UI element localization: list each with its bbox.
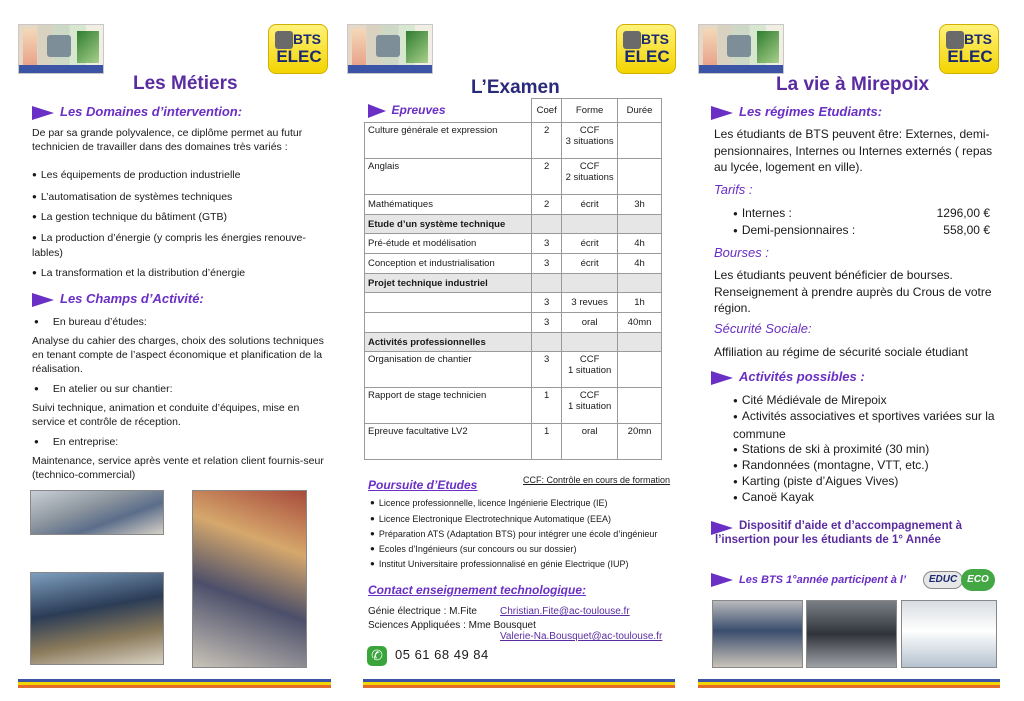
coef-cell: 1	[532, 424, 562, 460]
list-item: ● Cité Médiévale de Mirepoix	[733, 392, 993, 410]
epreuve-name	[365, 313, 532, 333]
section-title-domaines: Les Domaines d’intervention:	[32, 104, 242, 120]
table-row	[365, 313, 662, 333]
table-row	[365, 195, 662, 215]
school-logo	[347, 24, 433, 74]
tarif-label: ● Demi-pensionnaires :	[733, 223, 855, 239]
footer-stripe	[18, 679, 331, 689]
list-item: ● Activités associatives et sportives variées sur la commune	[733, 408, 995, 442]
dispositif-text: Dispositif d’aide et d’accompagnement à l’insertion pour les étudiants de 1° Année	[715, 520, 963, 546]
section-title-regimes: Les régimes Etudiants:	[711, 104, 882, 120]
coef-cell: 3	[532, 293, 562, 313]
list-item: ● Canoë Kayak	[733, 489, 995, 507]
ccf-note: CCF: Contrôle en cours de formation	[523, 475, 671, 485]
participation-text: Les BTS 1°année participent à l’	[711, 573, 906, 587]
epreuve-name: Epreuve facultative LV2	[365, 424, 532, 460]
section-title-secu: Sécurité Sociale:	[714, 321, 812, 336]
epreuve-name: Anglais	[365, 159, 532, 195]
duree-cell: 4h	[618, 234, 662, 254]
coef-header: Coef	[532, 99, 562, 123]
arrow-icon	[711, 573, 733, 587]
panel-metiers	[12, 0, 337, 701]
duree-cell: 3h	[618, 195, 662, 215]
section-title-tarifs: Tarifs :	[714, 182, 753, 197]
forme-cell: CCF 1 situation	[562, 352, 618, 388]
duree-cell	[618, 159, 662, 195]
forme-cell: CCF 2 situations	[562, 159, 618, 195]
tarif-value: 1296,00 €	[936, 206, 990, 220]
forme-cell: CCF 3 situations	[562, 123, 618, 159]
champ-label: ● En bureau d’études:	[34, 315, 147, 330]
list-item: ● L’automatisation de systèmes techniques	[32, 190, 322, 205]
table-row	[365, 254, 662, 274]
list-item: ● Karting (piste d’Aigues Vives)	[733, 473, 995, 491]
phone-number: 05 61 68 49 84	[395, 647, 489, 662]
champ-text: Maintenance, service après vente et relation client fournis-seur (technico-commercial)	[32, 455, 324, 481]
tarif-value: 558,00 €	[943, 223, 990, 237]
contact-label: Génie électrique : M.Fite	[368, 606, 477, 617]
list-item: ● Les équipements de production industrielle	[32, 168, 322, 183]
epreuve-name	[365, 293, 532, 313]
epreuve-name: Conception et industrialisation	[365, 254, 532, 274]
photo-students-cabinet	[192, 490, 307, 668]
table-row	[365, 352, 662, 388]
list-item: ● Préparation ATS (Adaptation BTS) pour intégrer une école d’ingénieur	[370, 527, 657, 542]
coef-cell: 2	[532, 159, 562, 195]
phone-icon: ✆	[367, 646, 387, 666]
group-label: Projet technique industriel	[365, 274, 532, 293]
group-label: Activités professionnelles	[365, 333, 532, 352]
photo-educeco-team	[712, 600, 803, 668]
table-row	[365, 234, 662, 254]
coef-cell: 1	[532, 388, 562, 424]
champ-text: Suivi technique, animation et conduite d’équipes, mise en service et contrôle de réception.	[32, 402, 300, 428]
duree-cell: 20mn	[618, 424, 662, 460]
arrow-icon	[32, 106, 54, 120]
list-item: ● Licence Electronique Electrotechnique Automatique (EEA)	[370, 512, 611, 527]
coef-cell: 3	[532, 313, 562, 333]
table-row	[365, 123, 662, 159]
section-title-activites: Activités possibles :	[711, 369, 865, 385]
panel-examen	[355, 0, 680, 701]
list-item: ● La transformation et la distribution d’énergie	[32, 266, 322, 281]
forme-cell: écrit	[562, 195, 618, 215]
epreuve-name: Mathématiques	[365, 195, 532, 215]
epreuve-name: Rapport de stage technicien	[365, 388, 532, 424]
page-title: Les Métiers	[133, 73, 238, 94]
forme-header: Forme	[562, 99, 618, 123]
bts-elec-logo: BTS ELEC	[939, 24, 999, 74]
duree-header: Durée	[618, 99, 662, 123]
page-title: La vie à Mirepoix	[776, 74, 930, 95]
regimes-text: Les étudiants de BTS peuvent être: Externes, demi-pensionnaires, Internes ou Internes externés ( repas au lycée, logement en ville).	[714, 127, 993, 174]
tarif-label: ● Internes :	[733, 206, 792, 222]
arrow-icon	[711, 106, 733, 120]
exam-table	[364, 98, 662, 460]
forme-cell: 3 revues	[562, 293, 618, 313]
bts-elec-logo: BTS ELEC	[268, 24, 328, 74]
contact-email-link[interactable]: Valerie-Na.Bousquet@ac-toulouse.fr	[500, 631, 663, 642]
footer-stripe	[363, 679, 675, 689]
section-title-champs: Les Champs d’Activité:	[32, 291, 204, 307]
bts-elec-logo: BTS ELEC	[616, 24, 676, 74]
list-item: ● Licence professionnelle, licence Ingénierie Electrique (IE)	[370, 496, 607, 511]
photo-educeco-car	[901, 600, 997, 668]
forme-cell: CCF 1 situation	[562, 388, 618, 424]
forme-cell: oral	[562, 313, 618, 333]
forme-cell: oral	[562, 424, 618, 460]
table-row	[365, 388, 662, 424]
group-label: Etude d’un système technique	[365, 215, 532, 234]
epreuve-name: Pré-étude et modélisation	[365, 234, 532, 254]
coef-cell: 3	[532, 254, 562, 274]
section-title-contact: Contact enseignement technologique:	[368, 583, 587, 597]
table-group-row	[365, 274, 662, 293]
coef-cell: 3	[532, 352, 562, 388]
table-group-row	[365, 215, 662, 234]
epreuves-header: Epreuves	[365, 99, 532, 123]
epreuve-name: Culture générale et expression	[365, 123, 532, 159]
photo-educeco-stand	[806, 600, 897, 668]
list-item: ● La production d’énergie (y compris les énergies renouve-lables)	[32, 231, 312, 260]
arrow-icon	[32, 293, 54, 307]
section-title-bourses: Bourses :	[714, 245, 769, 260]
duree-cell: 40mn	[618, 313, 662, 333]
list-item: ● Randonnées (montagne, VTT, etc.)	[733, 457, 995, 475]
epreuve-name: Organisation de chantier	[365, 352, 532, 388]
panel-mirepoix	[693, 0, 1013, 701]
section-title-poursuite: Poursuite d’Etudes	[368, 478, 478, 492]
table-row	[365, 424, 662, 460]
educeco-logo: EDUC ECO	[923, 569, 993, 591]
photo-students-lab	[30, 490, 164, 535]
contact-email-link[interactable]: Christian.Fite@ac-toulouse.fr	[500, 606, 630, 617]
photo-students-electronics	[30, 572, 164, 665]
arrow-icon	[368, 104, 386, 118]
coef-cell: 3	[532, 234, 562, 254]
table-row	[365, 159, 662, 195]
footer-stripe	[698, 679, 1000, 689]
duree-cell	[618, 352, 662, 388]
forme-cell: écrit	[562, 254, 618, 274]
champ-label: ● En atelier ou sur chantier:	[34, 382, 173, 397]
champ-text: Analyse du cahier des charges, choix des solutions techniques en tenant compte de l’aspect économique et planification de la réalisation.	[32, 335, 324, 375]
duree-cell: 4h	[618, 254, 662, 274]
contact-label: Sciences Appliquées : Mme Bousquet	[368, 620, 536, 631]
coef-cell: 2	[532, 123, 562, 159]
duree-cell	[618, 123, 662, 159]
list-item: ● Ecoles d’Ingénieurs (sur concours ou sur dossier)	[370, 542, 576, 557]
champ-label: ● En entreprise:	[34, 435, 118, 450]
bourses-text: Les étudiants peuvent bénéficier de bourses. Renseignement à prendre auprès du Crous de votre région.	[714, 268, 992, 315]
secu-text: Affiliation au régime de sécurité sociale étudiant	[714, 345, 968, 359]
school-logo	[698, 24, 784, 74]
list-item: ● Institut Universitaire professionnalisé en génie Electrique (IUP)	[370, 557, 628, 572]
duree-cell: 1h	[618, 293, 662, 313]
forme-cell: écrit	[562, 234, 618, 254]
domaines-intro: De par sa grande polyvalence, ce diplôme permet au futur technicien de travailler dans des domaines très variés :	[32, 127, 303, 153]
list-item: ● Stations de ski à proximité (30 min)	[733, 441, 995, 459]
duree-cell	[618, 388, 662, 424]
table-row	[365, 293, 662, 313]
arrow-icon	[711, 371, 733, 385]
page-title: L’Examen	[471, 77, 560, 98]
coef-cell: 2	[532, 195, 562, 215]
table-group-row	[365, 333, 662, 352]
school-logo	[18, 24, 104, 74]
list-item: ● La gestion technique du bâtiment (GTB)	[32, 210, 322, 225]
